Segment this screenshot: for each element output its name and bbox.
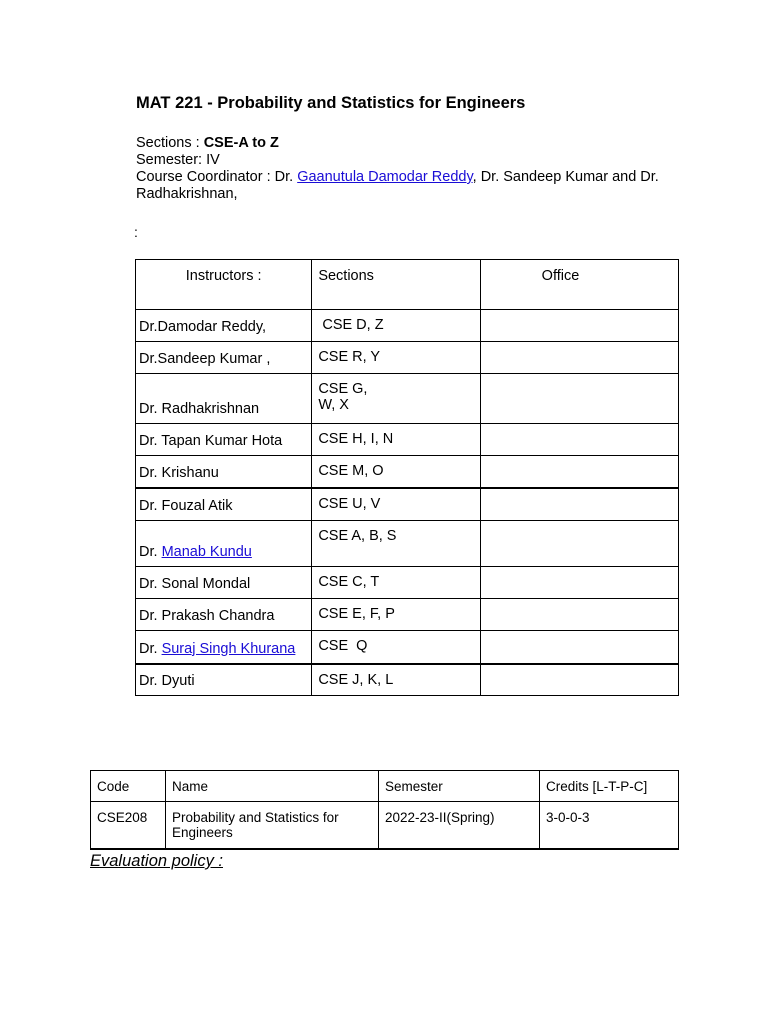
instructor-sections	[312, 374, 481, 424]
coordinator-rest: , Dr. Sandeep Kumar and Dr. Radhakrishnan,	[136, 169, 659, 202]
instructor-name	[136, 521, 312, 567]
instructor-prefix: Dr.	[139, 544, 162, 560]
instructor-office	[480, 456, 678, 488]
semester-line: Semester: IV	[136, 152, 220, 168]
page-title: MAT 221 - Probability and Statistics for Engineers	[136, 94, 526, 112]
table-row	[136, 342, 679, 374]
table-row	[136, 567, 679, 599]
sections-value: CSE-A to Z	[203, 135, 279, 151]
course-credits: 3-0-0-3	[540, 802, 679, 850]
instructor-office	[480, 424, 678, 456]
instructor-office	[480, 599, 678, 631]
instructor-sections	[312, 342, 481, 374]
instructor-office	[480, 488, 678, 521]
instructor-office	[480, 631, 678, 664]
instructor-sections	[312, 424, 481, 456]
sections-value: CSE E, F, P	[318, 606, 395, 622]
sections-label: Sections :	[136, 135, 204, 151]
instructor-name	[136, 424, 312, 456]
course-code: CSE208	[91, 802, 166, 850]
instructor-name	[136, 567, 312, 599]
instructors-table-header	[136, 260, 679, 310]
table-row	[136, 374, 679, 424]
instructor-prefix: Dr. Dyuti	[139, 673, 195, 689]
instructor-name	[136, 631, 312, 664]
instructor-prefix: Dr. Tapan Kumar Hota	[139, 433, 283, 449]
header-name: Name	[166, 771, 379, 802]
instructor-prefix: Dr.Sandeep Kumar ,	[139, 351, 271, 367]
instructor-prefix: Dr. Sonal Mondal	[139, 576, 251, 592]
header-semester: Semester	[379, 771, 540, 802]
sections-value: CSE D, Z	[318, 317, 384, 333]
instructor-prefix: Dr. Fouzal Atik	[139, 498, 233, 514]
instructor-sections	[312, 521, 481, 567]
coordinator-prefix: Course Coordinator : Dr.	[136, 169, 298, 185]
instructor-prefix: Dr. Radhakrishnan	[139, 401, 260, 417]
sections-value: CSE R, Y	[318, 349, 381, 365]
instructor-office	[480, 521, 678, 567]
instructor-prefix: Dr. Krishanu	[139, 464, 219, 481]
table-row	[136, 424, 679, 456]
instructor-prefix: Dr.	[139, 640, 162, 657]
table-row	[136, 664, 679, 696]
sections-value: CSE M, O	[318, 463, 384, 479]
sections-value: CSE H, I, N	[318, 431, 394, 447]
table-row	[136, 310, 679, 342]
instructor-name	[136, 488, 312, 521]
instructor-office	[480, 374, 678, 424]
course-table	[90, 770, 679, 850]
instructor-sections	[312, 664, 481, 696]
course-name: Probability and Statistics for Engineers	[166, 802, 379, 850]
instructor-name	[136, 456, 312, 488]
header-credits: Credits [L-T-P-C]	[540, 771, 679, 802]
colon-line: :	[134, 224, 138, 240]
instructor-office	[480, 310, 678, 342]
sections-value: CSE A, B, S	[318, 528, 397, 544]
header-code: Code	[91, 771, 166, 802]
table-row	[136, 456, 679, 488]
instructor-sections	[312, 456, 481, 488]
instructor-name	[136, 599, 312, 631]
course-table-header	[91, 771, 679, 802]
sections-value: CSE G, W, X	[318, 381, 368, 413]
instructor-prefix: Dr. Prakash Chandra	[139, 608, 275, 624]
instructor-link[interactable]: Suraj Singh Khurana	[161, 640, 296, 657]
table-row	[136, 488, 679, 521]
instructor-office	[480, 664, 678, 696]
instructor-sections	[312, 488, 481, 521]
course-row	[91, 802, 679, 850]
sections-value: CSE C, T	[318, 574, 380, 590]
course-semester: 2022-23-II(Spring)	[379, 802, 540, 850]
table-row	[136, 521, 679, 567]
header-office: Office	[480, 260, 678, 310]
sections-line	[136, 135, 696, 152]
header-sections: Sections	[312, 260, 481, 310]
instructor-sections	[312, 631, 481, 664]
header-instructors: Instructors :	[136, 260, 312, 310]
instructor-sections	[312, 310, 481, 342]
instructor-name	[136, 342, 312, 374]
instructor-prefix: Dr.Damodar Reddy,	[139, 319, 267, 335]
coordinator-line	[136, 169, 696, 203]
instructor-link[interactable]: Manab Kundu	[161, 544, 252, 560]
evaluation-policy-heading: Evaluation policy :	[90, 852, 223, 870]
instructor-sections	[312, 567, 481, 599]
table-row	[136, 631, 679, 664]
instructor-sections	[312, 599, 481, 631]
instructor-name	[136, 310, 312, 342]
coordinator-link[interactable]: Gaanutula Damodar Reddy	[297, 169, 473, 185]
sections-value: CSE J, K, L	[318, 671, 394, 688]
course-meta	[136, 135, 696, 203]
table-row	[136, 599, 679, 631]
instructors-table	[135, 259, 679, 696]
instructor-name	[136, 374, 312, 424]
instructor-office	[480, 342, 678, 374]
sections-value: CSE Q	[318, 638, 368, 654]
sections-value: CSE U, V	[318, 495, 381, 512]
instructor-name	[136, 664, 312, 696]
instructor-office	[480, 567, 678, 599]
